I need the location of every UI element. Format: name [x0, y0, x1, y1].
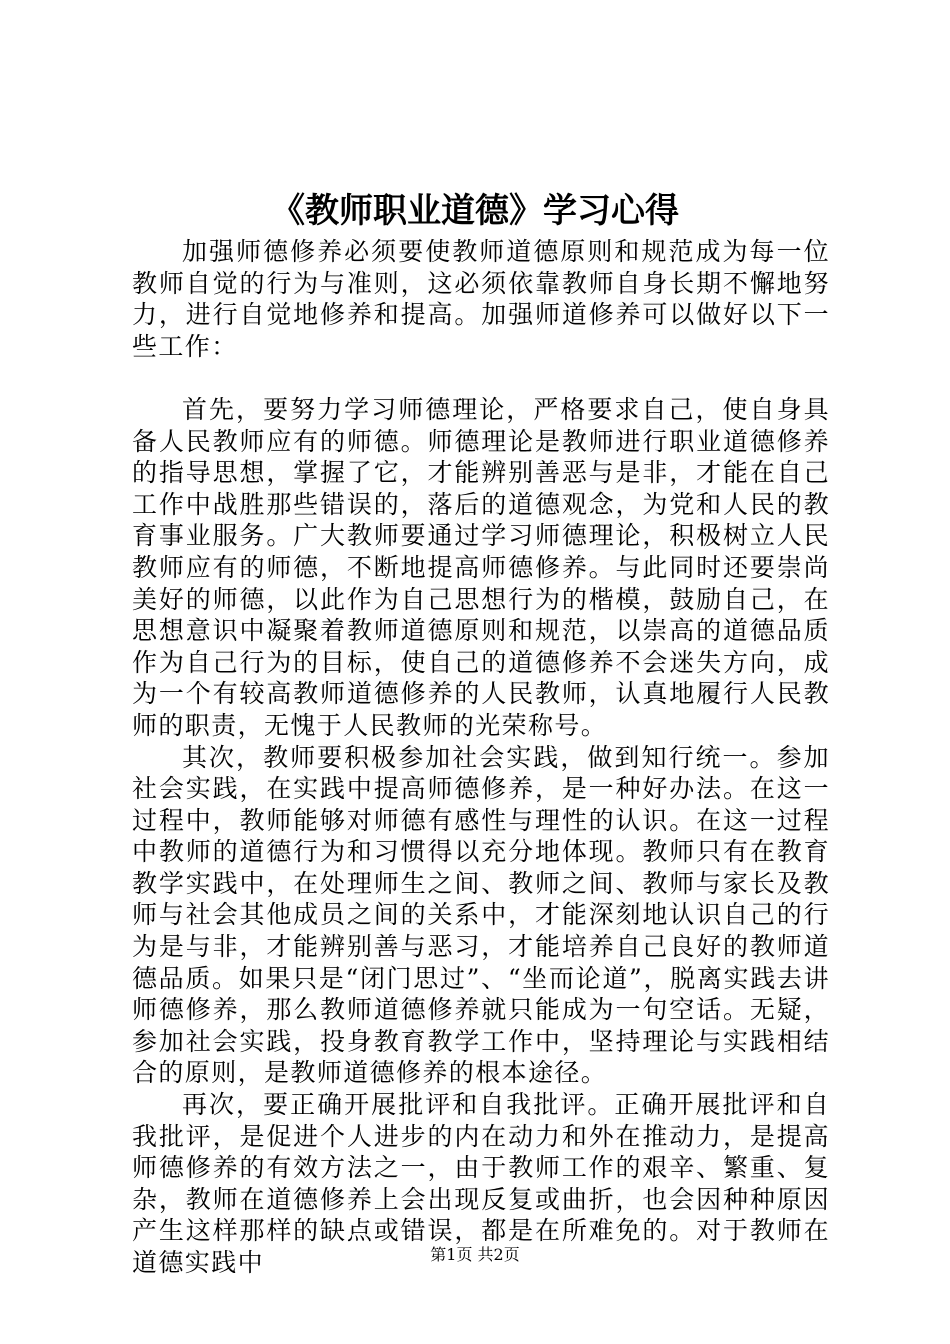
document-title: 《教师职业道德》学习心得 — [271, 191, 679, 231]
paragraph-second: 其次，教师要积极参加社会实践，做到知行统一。参加社会实践，在实践中提高师德修养，是一种好办法。在这一过程中，教师能够对师德有感性与理性的认识。在这一过程中教师的道德行为和习惯得以充分地体现。教师只有在教育教学实践中，在处理师生之间、教师之间、教师与家长及教师与社会其他成员之间的关系中，才能深刻地认识自己的行为是与非，才能辨别善与恶习，才能培养自己良好的教师道德品质。如果只是“闭门思过”、“坐而论道”，脱离实践去讲师德修养，那么教师道德修养就只能成为一句空话。无疑，参加社会实践，投身教育教学工作中，坚持理论与实践相结合的原则，是教师道德修养的根本途径。 — [132, 742, 830, 1088]
document-body — [132, 236, 830, 1279]
paragraph-intro: 加强师德修养必须要使教师道德原则和规范成为每一位教师自觉的行为与准则，这必须依靠教师自身长期不懈地努力，进行自觉地修养和提高。加强师道修养可以做好以下一些工作： — [132, 237, 830, 361]
page-number-footer: 第1页 共2页 — [430, 1245, 520, 1264]
paragraph-third: 再次，要正确开展批评和自我批评。正确开展批评和自我批评，是促进个人进步的内在动力和外在推动力，是提高师德修养的有效方法之一，由于教师工作的艰辛、繁重、复杂，教师在道德修养上会出现反复或曲折，也会因种种原因产生这样那样的缺点或错误，都是在所难免的。对于教师在道德实践中 — [132, 1090, 830, 1277]
paragraph-first: 首先，要努力学习师德理论，严格要求自己，使自身具备人民教师应有的师德。师德理论是教师进行职业道德修养的指导思想，掌握了它，才能辨别善恶与是非，才能在自己工作中战胜那些错误的，落后的道德观念，为党和人民的教育事业服务。广大教师要通过学习师德理论，积极树立人民教师应有的师德，不断地提高师德修养。与此同时还要崇尚美好的师德，以此作为自己思想行为的楷模，鼓励自己，在思想意识中凝聚着教师道德原则和规范，以崇高的道德品质作为自己行为的目标，使自己的道德修养不会迷失方向，成为一个有较高教师道德修养的人民教师，认真地履行人民教师的职责，无愧于人民教师的光荣称号。 — [132, 394, 830, 740]
